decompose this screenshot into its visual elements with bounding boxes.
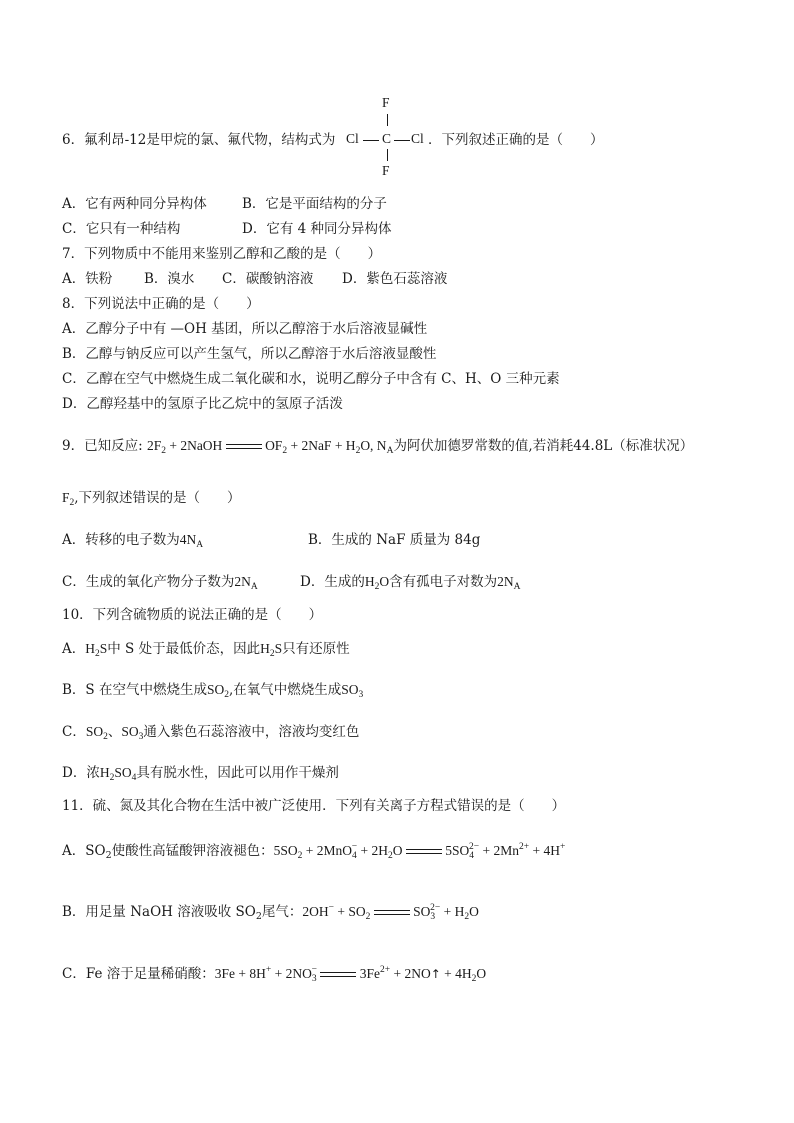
q8-option-c: C．乙醇在空气中燃烧生成二氧化碳和水，说明乙醇分子中含有 C、H、O 三种元素 [62,371,560,387]
q9-option-a: A．转移的电子数为$4N_A$ [62,532,204,550]
q9-option-b: B．生成的 NaF 质量为 84g [308,532,481,548]
q6-stem-before: 6．氟利昂-12是甲烷的氯、氟代物，结构式为 [62,132,336,148]
q10-stem: 10．下列含硫物质的说法正确的是（ ） [62,607,323,623]
q8-option-b: B．乙醇与钠反应可以产生氢气，所以乙醇溶于水后溶液显酸性 [62,346,437,362]
q9-equation: $2F_2$ + 2NaOH $OF_2 + 2NaF + H_2O$, $N_A$ [146,438,394,456]
q7-option-b: B．溴水 [144,271,195,287]
q8-option-a: A．乙醇分子中有 —OH 基团，所以乙醇溶于水后溶液显碱性 [62,321,428,337]
structure-bottom-f: F [382,163,390,178]
structure-center-c: C [382,131,392,146]
q10-option-d: D．浓$H_2SO_4$具有脱水性，因此可以用作干燥剂 [62,765,339,783]
q10-option-a: A．$H_2S$中 S 处于最低价态，因此$H_2S$只有还原性 [62,641,350,659]
q10-option-b: B．S 在空气中燃烧生成$SO_2$,在氧气中燃烧生成$SO_3$ [62,682,364,700]
q11-equation-c: $3Fe + 8H^+ + 2NO_3^-$ $3Fe^{2+}$ + 2NO↑ + $4H_2O$ [214,965,487,984]
q11-stem: 11．硫、氮及其化合物在生活中被广泛使用．下列有关离子方程式错误的是（ ） [62,798,566,814]
q6-option-c: C．它只有一种结构 [62,221,181,237]
q9-option-c: C．生成的氧化产物分子数为$2N_A$ [62,574,258,592]
q7-option-d: D．紫色石蕊溶液 [342,271,448,287]
q11-equation-a: $5SO_2 + 2MnO_4^- + 2H_2O$ $5SO_4^{2-} + 2Mn^{2+} + 4H^+$ [273,842,566,861]
q7-option-c: C．碳酸钠溶液 [222,271,314,287]
bond-top [387,114,388,126]
bond-left [363,140,379,141]
q8-stem: 8．下列说法中正确的是（ ） [62,296,260,312]
q9-stem-line1: 9．已知反应: $2F_2$ + 2NaOH $OF_2 + 2NaF + H_2O$, $N_A$为阿伏加德罗常数的值,若消耗44.8L（标准状况） [62,438,694,456]
q6-option-a: A．它有两种同分异构体 [62,196,207,212]
q6-option-d: D．它有 4 种同分异构体 [242,221,392,237]
q6-option-b: B．它是平面结构的分子 [242,196,387,212]
q7-stem: 7．下列物质中不能用来鉴别乙醇和乙酸的是（ ） [62,246,382,262]
structure-left-cl: Cl [346,131,359,146]
bond-bottom [387,149,388,161]
q6-stem-after: ．下列叙述正确的是（ ） [428,132,604,148]
q7-option-a: A．铁粉 [62,271,113,287]
q10-option-c: C．$SO_2$、$SO_3$通入紫色石蕊溶液中，溶液均变红色 [62,724,360,742]
q9-stem-line2: $F_2$,下列叙述错误的是（ ） [62,490,241,508]
q11-equation-b: $2OH^- + SO_2$ $SO_3^{2-} + H_2O$ [302,903,479,922]
q11-option-b: B．用足量 NaOH 溶液吸收 $SO_2$尾气：$2OH^- + SO_2$ $SO_3^{2-} + H_2O$ [62,903,479,922]
q9-option-d: D．生成的$H_2O$含有孤电子对数为$2N_A$ [300,574,521,592]
structure-top-f: F [382,95,390,110]
bond-right [394,140,410,141]
q11-option-c: C．Fe 溶于足量稀硝酸：$3Fe + 8H^+ + 2NO_3^-$ $3Fe^{2+}$ + 2NO↑ + $4H_2O$ [62,965,487,984]
q11-option-a: A．$SO_2$使酸性高锰酸钾溶液褪色：$5SO_2 + 2MnO_4^- + 2H_2O$ $5SO_4^{2-} + 2Mn^{2+} + 4H^+$ [62,842,566,861]
structure-right-cl: Cl [411,131,424,146]
q8-option-d: D．乙醇羟基中的氢原子比乙烷中的氢原子活泼 [62,396,343,412]
